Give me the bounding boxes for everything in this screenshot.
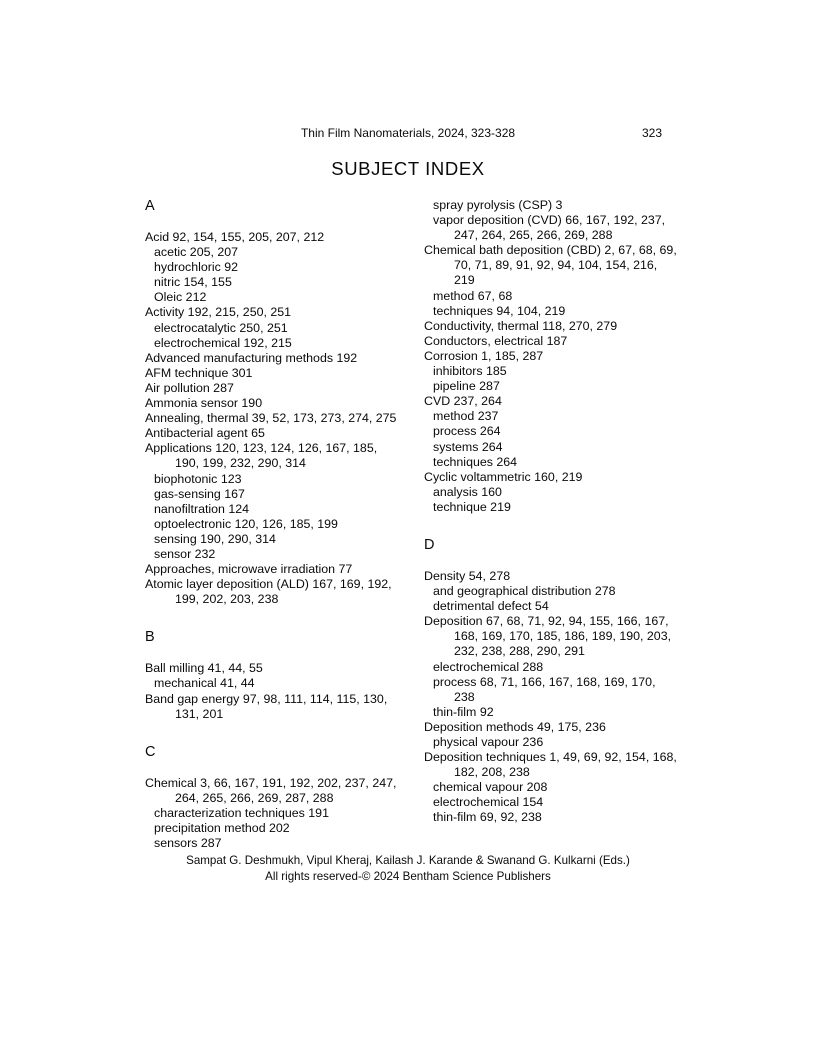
index-entry: Advanced manufacturing methods 192	[145, 350, 358, 365]
index-entry: Conductors, electrical 187	[424, 333, 568, 348]
index-entry: precipitation method 202	[154, 821, 290, 835]
index-entry: 264, 265, 266, 269, 287, 288	[175, 790, 334, 805]
index-entry: Applications 120, 123, 124, 126, 167, 185,	[145, 441, 378, 456]
index-entry: spray pyrolysis (CSP) 3	[433, 198, 563, 212]
index-entry: 219	[454, 273, 475, 288]
section-heading: A	[145, 198, 155, 214]
page-number: 323	[641, 126, 662, 140]
index-entry: chemical vapour 208	[433, 780, 548, 795]
index-column-left	[145, 198, 445, 851]
index-entry: optoelectronic 120, 126, 185, 199	[154, 516, 338, 531]
index-entry: method 67, 68	[433, 288, 513, 303]
page-header	[0, 126, 816, 142]
index-entry: Antibacterial agent 65	[145, 426, 265, 441]
index-entry: techniques 264	[433, 454, 518, 469]
index-entry: electrochemical 288	[433, 659, 544, 674]
index-entry: biophotonic 123	[154, 471, 242, 486]
index-entry: electrochemical 192, 215	[154, 335, 292, 350]
index-entry: Deposition techniques 1, 49, 69, 92, 154, 168,	[424, 750, 677, 765]
index-entry: 70, 71, 89, 91, 92, 94, 104, 154, 216,	[454, 258, 658, 273]
index-entry: analysis 160	[433, 484, 502, 499]
section-heading: B	[145, 629, 155, 646]
index-entry: sensing 190, 290, 314	[154, 531, 276, 546]
index-entry: techniques 94, 104, 219	[433, 303, 566, 318]
index-entry: physical vapour 236	[433, 735, 544, 749]
index-entry: Band gap energy 97, 98, 111, 114, 115, 130,	[145, 691, 388, 706]
index-entry: Deposition methods 49, 175, 236	[424, 719, 606, 734]
index-entry: nitric 154, 155	[154, 275, 232, 290]
index-entry: 168, 169, 170, 185, 186, 189, 190, 203,	[454, 629, 672, 644]
index-entry: CVD 237, 264	[424, 394, 502, 409]
index-entry: process 264	[433, 424, 501, 439]
index-entry: Deposition 67, 68, 71, 92, 94, 155, 166, 167,	[424, 614, 669, 629]
index-entry: AFM technique 301	[145, 365, 253, 380]
index-entry: Chemical bath deposition (CBD) 2, 67, 68, 69,	[424, 243, 677, 258]
page-title: SUBJECT INDEX	[331, 158, 485, 179]
index-entry: method 237	[433, 409, 499, 424]
index-entry: Atomic layer deposition (ALD) 167, 169, 192,	[145, 577, 392, 592]
index-entry: 232, 238, 288, 290, 291	[454, 644, 585, 659]
index-entry: sensors 287	[154, 836, 222, 851]
index-entry: gas-sensing 167	[154, 486, 245, 501]
index-entry: 182, 208, 238	[454, 765, 530, 780]
index-entry: systems 264	[433, 439, 503, 454]
index-entry: 238	[454, 689, 475, 704]
index-entry: thin-film 92	[433, 704, 494, 719]
index-column-right	[424, 198, 686, 826]
index-entry: 247, 264, 265, 266, 269, 288	[454, 228, 613, 243]
index-entry: inhibitors 185	[433, 364, 507, 379]
index-entry: sensor 232	[154, 546, 216, 561]
index-entry: Conductivity, thermal 118, 270, 279	[424, 318, 618, 333]
index-entry: Corrosion 1, 185, 287	[424, 348, 544, 363]
index-entry: 190, 199, 232, 290, 314	[175, 456, 306, 471]
section-heading: C	[145, 743, 156, 760]
index-entry: 131, 201	[175, 706, 224, 721]
index-entry: Annealing, thermal 39, 52, 173, 273, 274, 275	[145, 411, 397, 426]
index-entry: nanofiltration 124	[154, 501, 250, 516]
index-entry: process 68, 71, 166, 167, 168, 169, 170,	[433, 674, 656, 689]
index-entry: pipeline 287	[433, 379, 500, 394]
index-entry: Approaches, microwave irradiation 77	[145, 562, 353, 577]
page-footer	[0, 853, 816, 884]
index-entry: Ball milling 41, 44, 55	[145, 661, 263, 676]
index-entry: Chemical 3, 66, 167, 191, 192, 202, 237, 247,	[145, 775, 397, 790]
index-entry: electrochemical 154	[433, 795, 544, 810]
index-entry: thin-film 69, 92, 238	[433, 810, 542, 825]
index-entry: Density 54, 278	[424, 568, 511, 583]
index-entry: Cyclic voltammetric 160, 219	[424, 469, 583, 484]
index-entry: hydrochloric 92	[154, 260, 239, 275]
index-entry: technique 219	[433, 499, 511, 514]
section-heading: D	[424, 536, 435, 553]
index-entry: and geographical distribution 278	[433, 584, 616, 599]
index-entry: Oleic 212	[154, 290, 207, 305]
index-entry: Air pollution 287	[145, 380, 234, 395]
index-entry: Acid 92, 154, 155, 205, 207, 212	[145, 230, 325, 244]
index-entry: Activity 192, 215, 250, 251	[145, 305, 292, 320]
footer-copyright: All rights reserved-© 2024 Bentham Science Publishers	[265, 869, 551, 883]
index-entry: mechanical 41, 44	[154, 676, 255, 691]
index-entry: 199, 202, 203, 238	[175, 592, 279, 607]
index-entry: acetic 205, 207	[154, 245, 239, 260]
index-entry: characterization techniques 191	[154, 805, 329, 820]
footer-editors: Sampat G. Deshmukh, Vipul Kheraj, Kailash J. Karande & Swanand G. Kulkarni (Eds.)	[186, 854, 630, 867]
index-entry: vapor deposition (CVD) 66, 167, 192, 237,	[433, 213, 666, 228]
index-entry: detrimental defect 54	[433, 599, 549, 614]
index-entry: Ammonia sensor 190	[145, 396, 263, 411]
journal-citation: Thin Film Nanomaterials, 2024, 323-328	[300, 126, 516, 140]
index-entry: electrocatalytic 250, 251	[154, 320, 288, 335]
